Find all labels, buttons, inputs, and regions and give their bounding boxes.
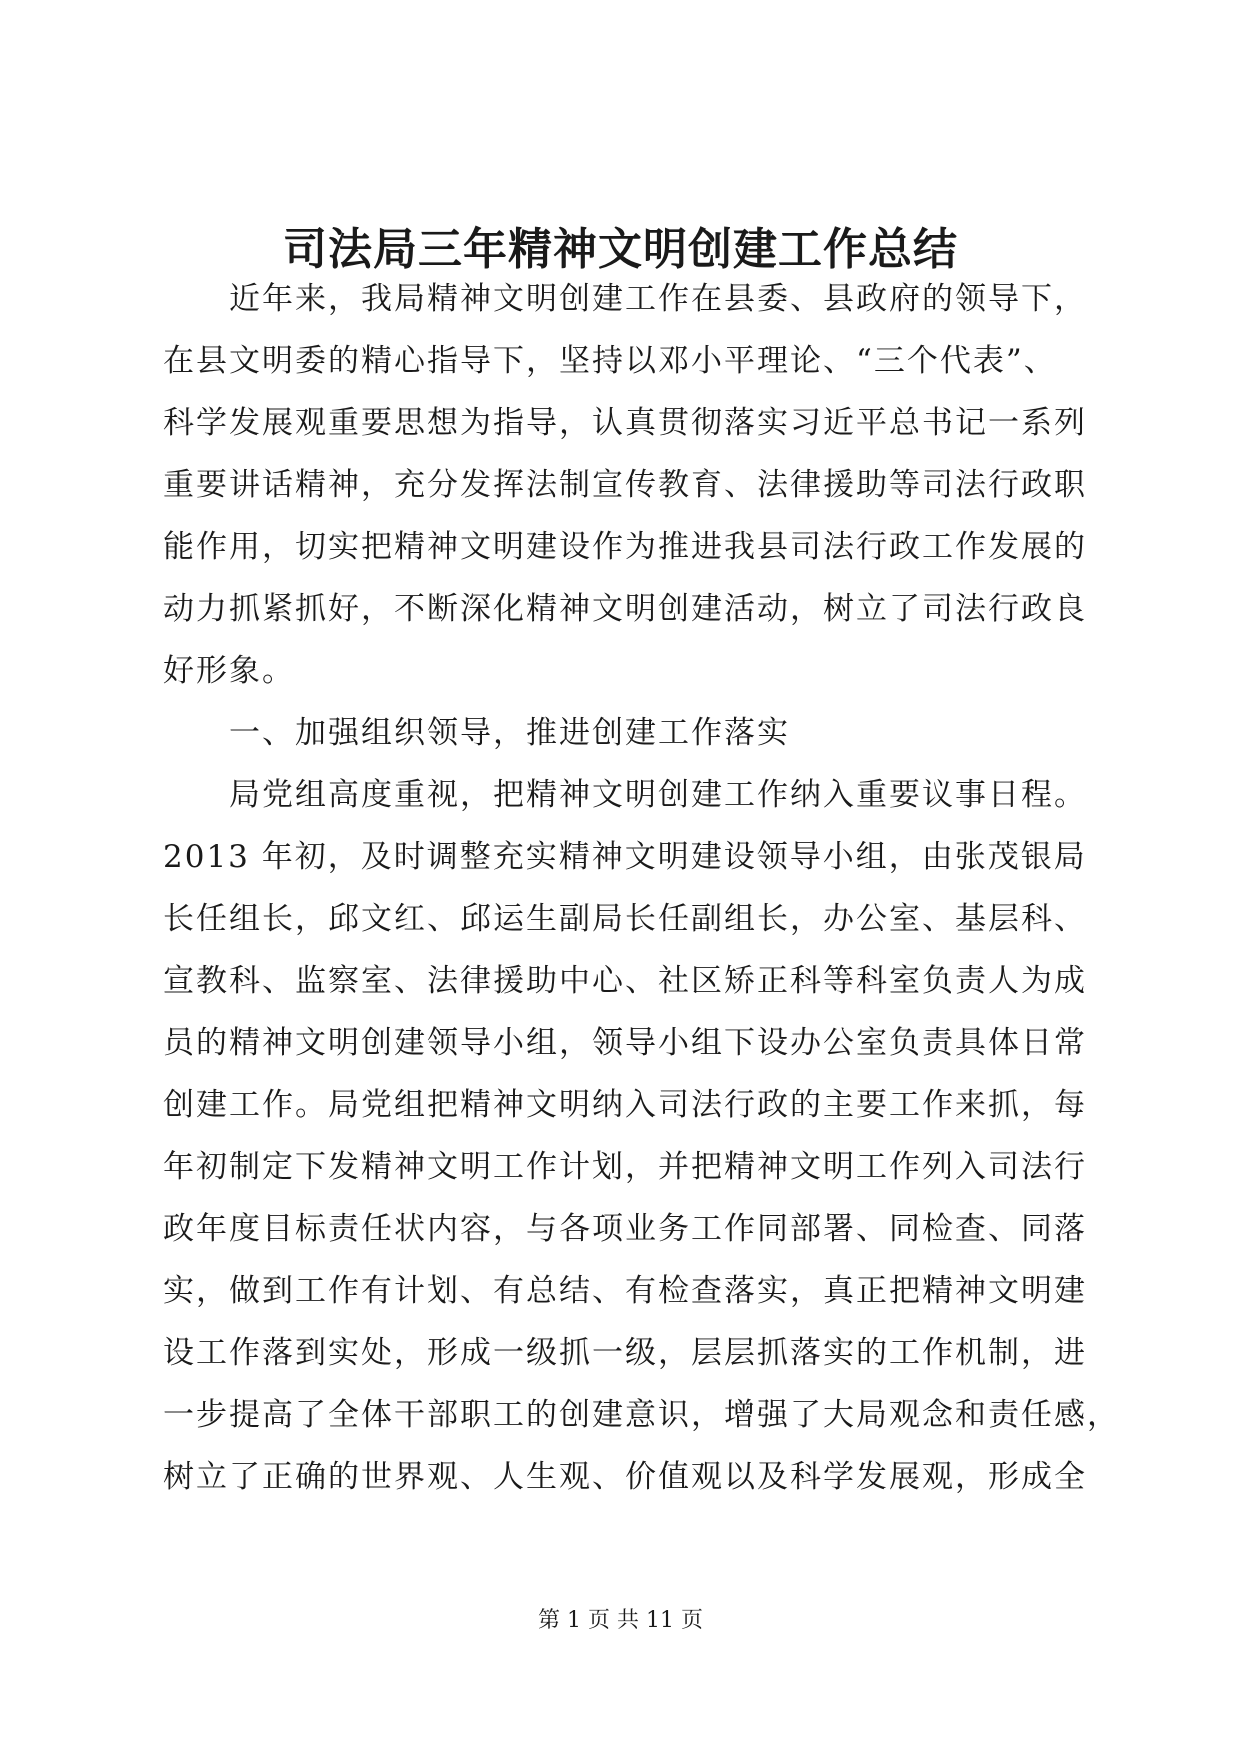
body-line: 年初制定下发精神文明工作计划，并把精神文明工作列入司法行: [163, 1149, 1087, 1185]
body-line: 好形象。: [163, 653, 295, 689]
body-line: 一步提高了全体干部职工的创建意识，增强了大局观念和责任感，: [163, 1397, 1120, 1433]
body-line: 2013 年初，及时调整充实精神文明建设领导小组，由张茂银局: [163, 839, 1087, 875]
body-line: 设工作落到实处，形成一级抓一级，层层抓落实的工作机制，进: [163, 1335, 1087, 1371]
document-title: 司法局三年精神文明创建工作总结: [283, 224, 958, 275]
body-line: 宣教科、监察室、法律援助中心、社区矫正科等科室负责人为成: [163, 963, 1087, 999]
body-line: 重要讲话精神，充分发挥法制宣传教育、法律援助等司法行政职: [163, 467, 1087, 503]
body-line: 长任组长，邱文红、邱运生副局长任副组长，办公室、基层科、: [163, 901, 1087, 937]
body-line: 动力抓紧抓好，不断深化精神文明创建活动，树立了司法行政良: [163, 591, 1087, 627]
body-line: 能作用，切实把精神文明建设作为推进我县司法行政工作发展的: [163, 529, 1087, 565]
document-body: [163, 268, 1120, 1508]
page-footer: 第 1 页 共 11 页: [538, 1608, 703, 1633]
body-line: 一、加强组织领导，推进创建工作落实: [163, 715, 790, 751]
body-line: 在县文明委的精心指导下，坚持以邓小平理论、“三个代表”、: [163, 343, 1057, 379]
body-line: 近年来，我局精神文明创建工作在县委、县政府的领导下，: [163, 281, 1087, 317]
body-line: 创建工作。局党组把精神文明纳入司法行政的主要工作来抓，每: [163, 1087, 1087, 1123]
body-line: 政年度目标责任状内容，与各项业务工作同部署、同检查、同落: [163, 1211, 1087, 1247]
body-line: 局党组高度重视，把精神文明创建工作纳入重要议事日程。: [163, 777, 1087, 813]
body-line: 科学发展观重要思想为指导，认真贯彻落实习近平总书记一系列: [163, 405, 1087, 441]
body-line: 实，做到工作有计划、有总结、有检查落实，真正把精神文明建: [163, 1273, 1087, 1309]
body-line: 树立了正确的世界观、人生观、价值观以及科学发展观，形成全: [163, 1459, 1087, 1495]
body-line: 员的精神文明创建领导小组，领导小组下设办公室负责具体日常: [163, 1025, 1087, 1061]
